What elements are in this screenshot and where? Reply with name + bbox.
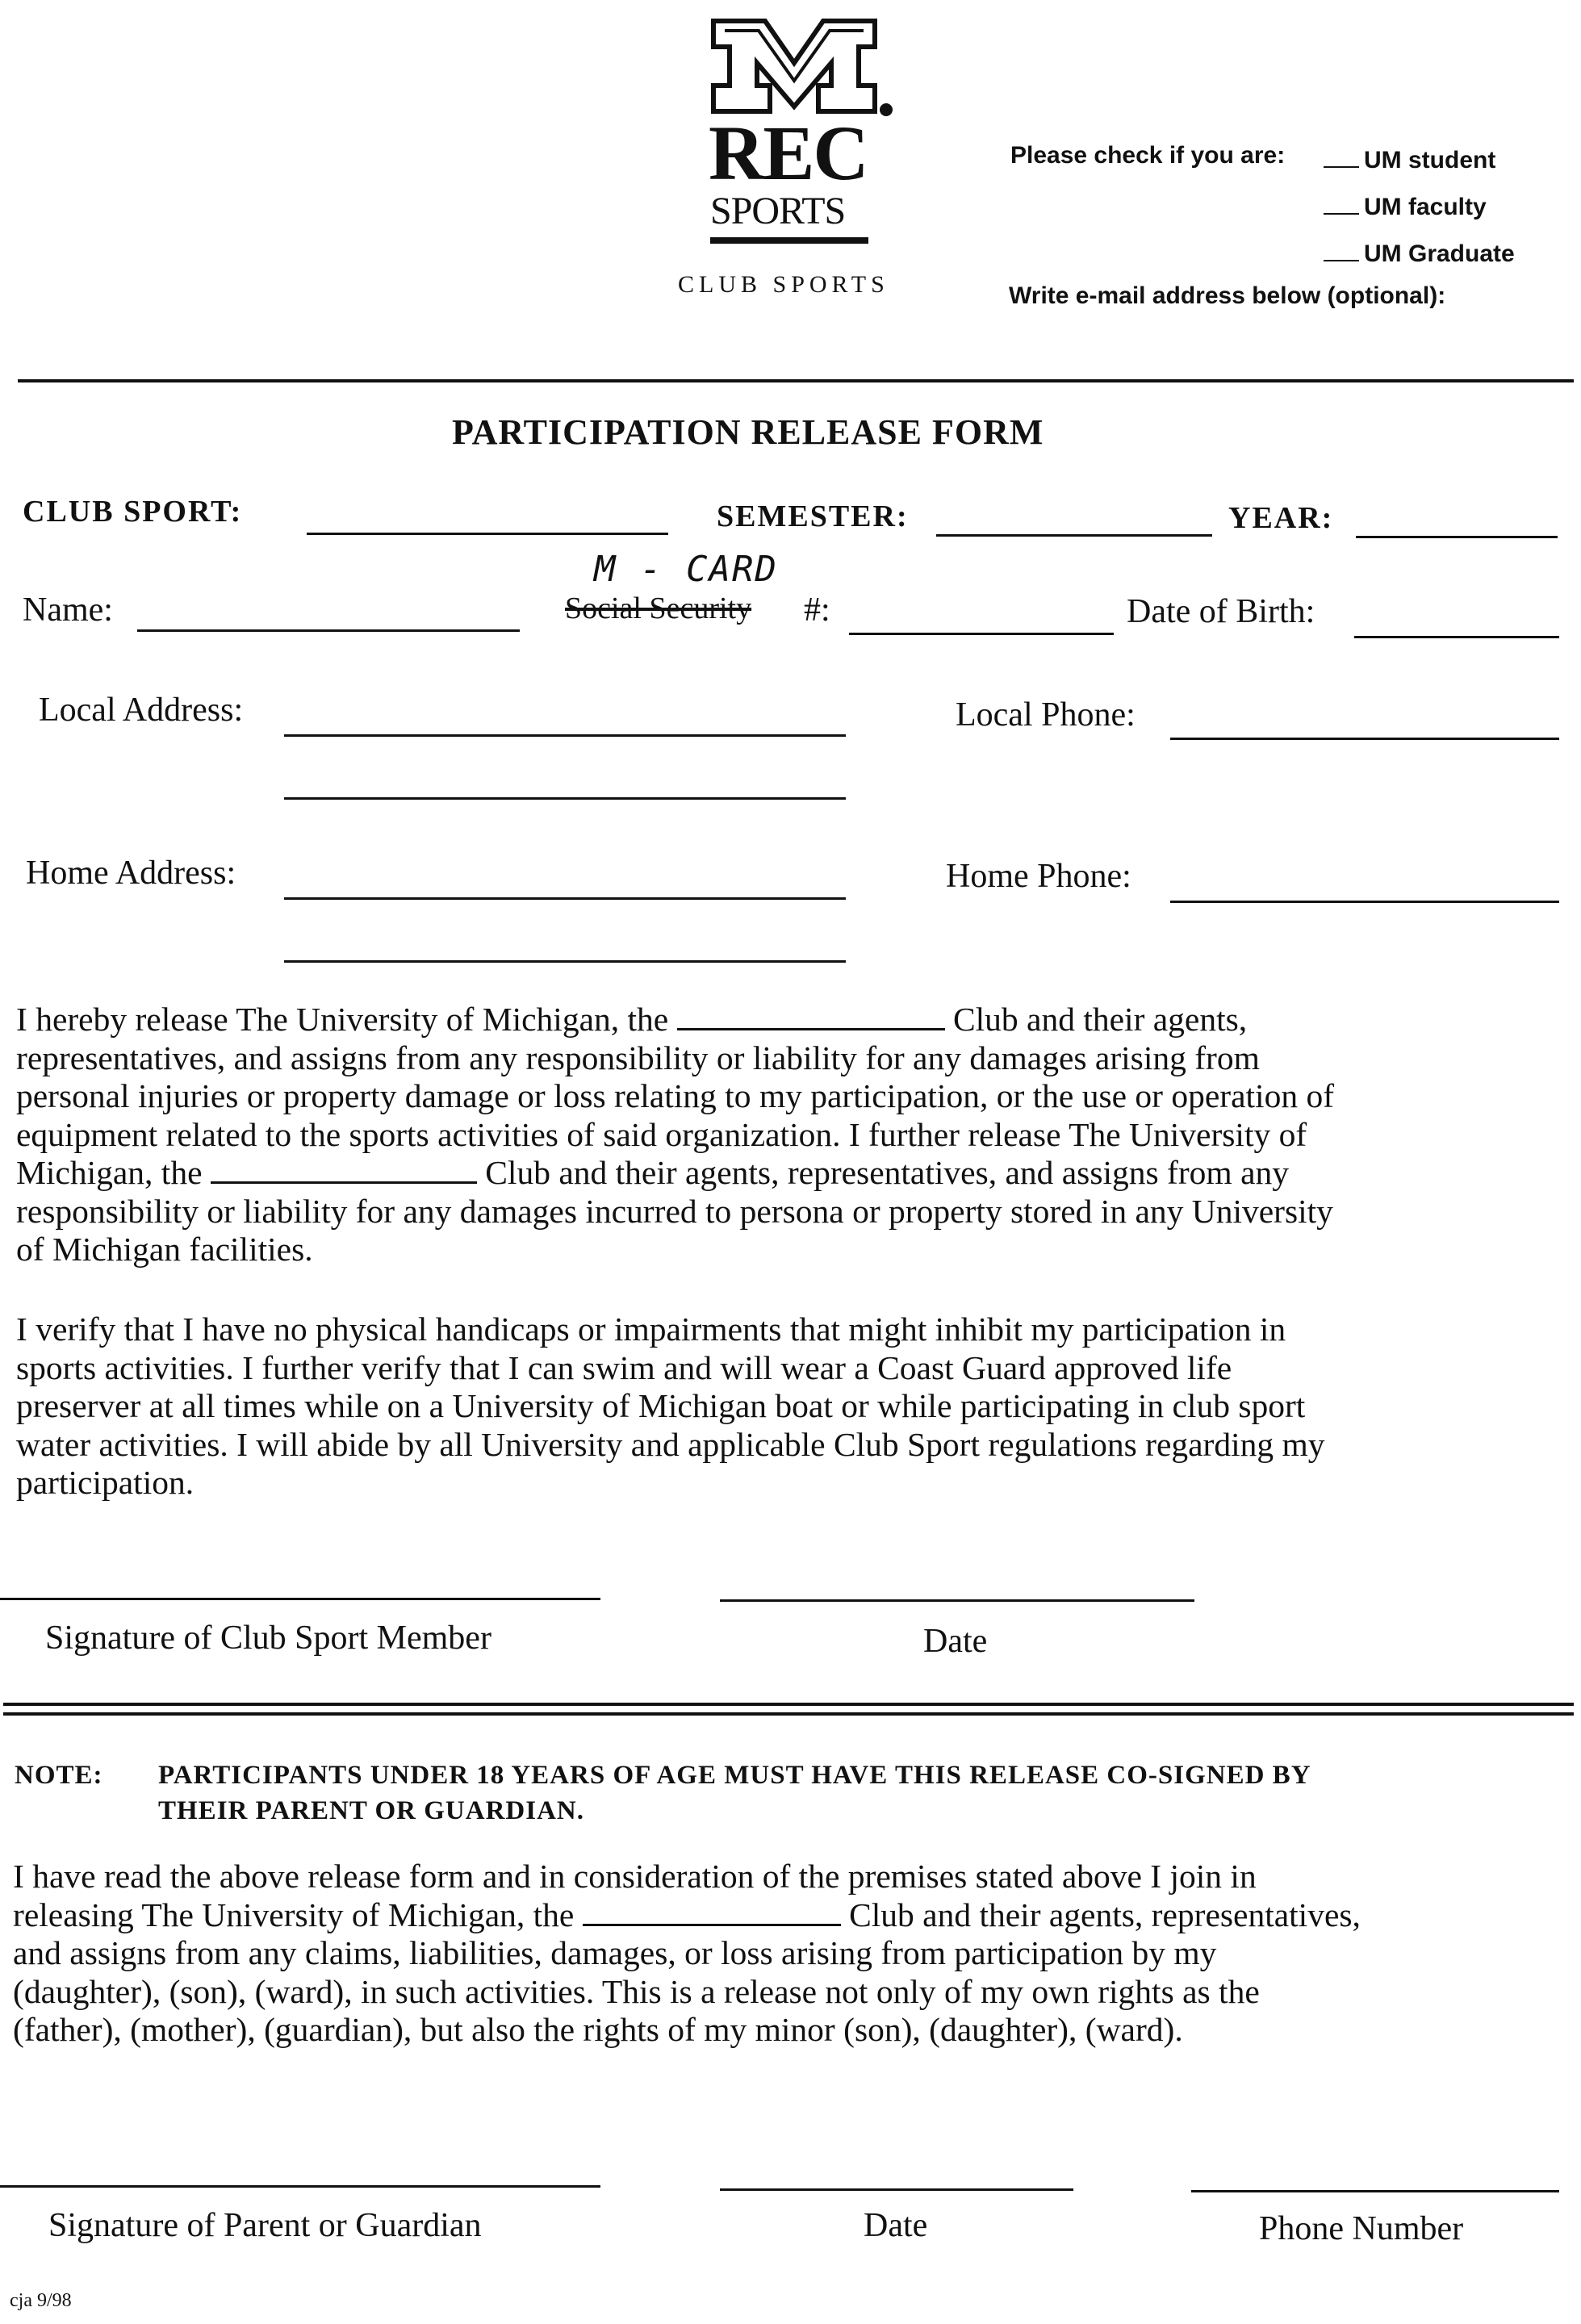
option-um-graduate: UM Graduate	[1364, 240, 1515, 267]
verify-line-2: sports activities. I further verify that I can swim and will wear a Coast Guard approved life	[16, 1348, 1232, 1386]
verify-line-1: I verify that I have no physical handicaps or impairments that might inhibit my participation in	[16, 1310, 1286, 1348]
local-phone-field[interactable]	[1170, 738, 1559, 740]
release-line-1a: I hereby release The University of Michigan, the	[16, 1001, 669, 1038]
note-label: NOTE:	[15, 1761, 103, 1790]
verify-line-5: participation.	[16, 1464, 194, 1501]
verify-line-4: water activities. I will abide by all University and applicable Club Sport regulations regarding my	[16, 1425, 1325, 1463]
release-club-blank-2[interactable]	[211, 1154, 477, 1184]
release-paragraph-1	[16, 1001, 1334, 1269]
parent-signature-field[interactable]	[0, 2185, 600, 2188]
double-divider-top	[3, 1703, 1574, 1706]
note-line-1: PARTICIPANTS UNDER 18 YEARS OF AGE MUST HAVE THIS RELEASE CO-SIGNED BY	[158, 1761, 1311, 1790]
release-club-blank-1[interactable]	[677, 1001, 945, 1030]
member-signature-label: Signature of Club Sport Member	[45, 1620, 491, 1657]
member-signature-field[interactable]	[0, 1598, 600, 1600]
home-phone-label: Home Phone:	[946, 858, 1131, 895]
logo-sports-text: SPORTS	[710, 190, 846, 232]
name-label: Name:	[23, 591, 113, 629]
parent-date-label: Date	[864, 2207, 928, 2244]
logo-dot	[880, 103, 893, 116]
semester-field[interactable]	[936, 534, 1212, 537]
option-um-student: UM student	[1364, 147, 1496, 173]
block-m-logo-icon	[709, 16, 880, 116]
verify-line-3: preserver at all times while on a University of Michigan boat or while participating in club sport	[16, 1387, 1306, 1424]
note-text	[158, 1758, 1311, 1829]
year-field[interactable]	[1356, 536, 1558, 538]
guardian-paragraph	[13, 1858, 1361, 2050]
semester-label: SEMESTER:	[717, 499, 909, 533]
release-line-6: responsibility or liability for any damages incurred to persona or property stored in any University	[16, 1192, 1333, 1230]
year-label: YEAR:	[1228, 501, 1334, 535]
guardian-line-5: (father), (mother), (guardian), but also the rights of my minor (son), (daughter), (ward).	[13, 2011, 1183, 2048]
member-date-field[interactable]	[720, 1599, 1194, 1602]
guardian-line-3: and assigns from any claims, liabilities, damages, or loss arising from participation by my	[13, 1934, 1217, 1971]
checkbox-blank-graduate[interactable]	[1324, 260, 1359, 261]
release-line-7: of Michigan facilities.	[16, 1231, 313, 1268]
logo-club-sports: CLUB SPORTS	[678, 271, 889, 298]
release-line-4: equipment related to the sports activities of said organization. I further release The University of	[16, 1115, 1307, 1153]
status-prompt: Please check if you are:	[1010, 142, 1286, 169]
local-phone-label: Local Phone:	[956, 696, 1136, 734]
handwritten-note: M - CARD	[594, 549, 778, 590]
logo-bar	[710, 237, 868, 244]
release-line-2: representatives, and assigns from any responsibility or liability for any damages arising from	[16, 1039, 1260, 1076]
guardian-line-4: (daughter), (son), (ward), in such activities. This is a release not only of my own rights as the	[13, 1972, 1260, 2010]
guardian-line-2a: releasing The University of Michigan, the	[13, 1896, 575, 1933]
number-label: #:	[804, 591, 830, 629]
parent-phone-label: Phone Number	[1259, 2210, 1464, 2247]
form-title: PARTICIPATION RELEASE FORM	[452, 412, 1044, 452]
local-address-field-1[interactable]	[284, 734, 846, 737]
home-address-field-2[interactable]	[284, 960, 846, 963]
release-paragraph-2	[16, 1310, 1325, 1503]
club-sport-field[interactable]	[307, 533, 668, 535]
double-divider-bottom	[3, 1712, 1574, 1716]
email-prompt: Write e-mail address below (optional):	[1009, 282, 1446, 309]
struck-social-security-label: Social Security	[565, 591, 752, 625]
name-field[interactable]	[137, 629, 520, 632]
parent-date-field[interactable]	[720, 2188, 1073, 2191]
option-um-faculty: UM faculty	[1364, 194, 1487, 220]
release-line-3: personal injuries or property damage or loss relating to my participation, or the use or operation of	[16, 1077, 1335, 1114]
member-date-label: Date	[923, 1623, 988, 1660]
top-divider	[18, 379, 1574, 382]
guardian-line-1: I have read the above release form and in consideration of the premises stated above I join in	[13, 1858, 1257, 1895]
dob-label: Date of Birth:	[1127, 593, 1315, 630]
release-line-5a: Michigan, the	[16, 1154, 203, 1191]
guardian-club-blank[interactable]	[583, 1896, 841, 1926]
release-line-5b: Club and their agents, representatives, and assigns from any	[485, 1154, 1289, 1191]
logo-rec-text: REC	[709, 110, 868, 196]
parent-signature-label: Signature of Parent or Guardian	[48, 2207, 482, 2244]
home-address-label: Home Address:	[26, 855, 236, 892]
home-phone-field[interactable]	[1170, 901, 1559, 903]
parent-phone-field[interactable]	[1191, 2190, 1559, 2192]
club-sport-label: CLUB SPORT:	[23, 495, 243, 529]
checkbox-blank-student[interactable]	[1324, 166, 1359, 168]
footer-code: cja 9/98	[10, 2290, 72, 2311]
logo-m-block	[709, 16, 880, 116]
release-line-1b: Club and their agents,	[952, 1001, 1248, 1038]
local-address-field-2[interactable]	[284, 797, 846, 800]
home-address-field-1[interactable]	[284, 897, 846, 900]
mcard-number-field[interactable]	[849, 633, 1114, 635]
note-line-2: THEIR PARENT OR GUARDIAN.	[158, 1796, 584, 1825]
dob-field[interactable]	[1354, 636, 1559, 638]
local-address-label: Local Address:	[39, 692, 244, 729]
checkbox-blank-faculty[interactable]	[1324, 213, 1359, 215]
guardian-line-2b: Club and their agents, representatives,	[849, 1896, 1361, 1933]
